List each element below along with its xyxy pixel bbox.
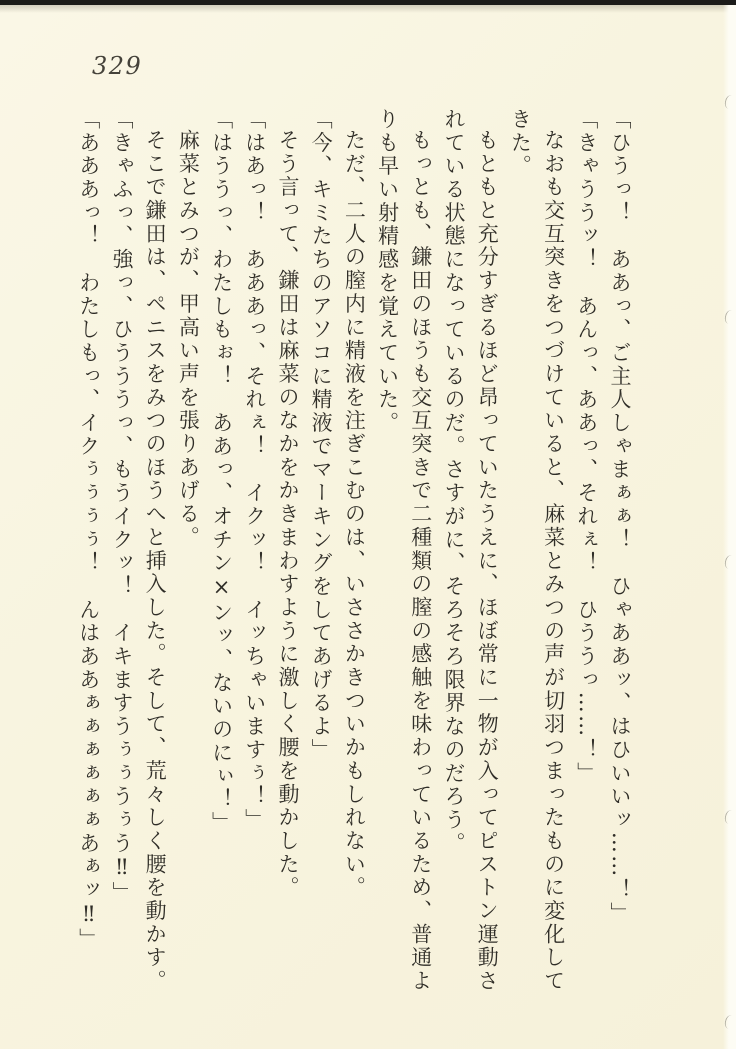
page-number: 329: [92, 52, 143, 80]
paragraph: 「きゃふっ、強っ、ひうううっ、もうイクッ！ イキますうぅぅうぅう‼」: [109, 108, 134, 905]
paragraph: そう言って、鎌田は麻菜のなかをかきまわすように激しく腰を動かした。: [275, 129, 300, 900]
paragraph: なおも交互突きをつづけていると、麻菜とみつの声が切羽つまったものに変化してきた。: [508, 108, 566, 993]
body-text: [72, 108, 636, 1004]
page-edge-texture: [723, 94, 736, 110]
paragraph: もっとも、鎌田のほうも交互突きで二種類の膣の感触を味わっているため、普通よりも早い射精感を覚えていた。: [375, 108, 433, 993]
paragraph: そこで鎌田は、ペニスをみつのほうへと挿入した。そして、荒々しく腰を動かす。: [143, 129, 168, 993]
page-edge: [723, 5, 736, 1049]
page-edge-texture: [723, 554, 736, 570]
paragraph: もともと充分すぎるほど昂っていたうえに、ほぼ常に一物が入ってピストン運動されている状態になっているのだ。さすがに、そろそろ限界なのだろう。: [441, 108, 500, 993]
page-edge-texture: [723, 1014, 736, 1030]
paragraph: ただ、二人の膣内に精液を注ぎこむのは、いささかきついかもしれない。: [342, 129, 367, 900]
page-edge-texture: [723, 809, 736, 825]
paragraph: 「ひうっ！ ああっ、ご主人しゃまぁぁ！ ひゃああッ、はひいいッ……！」: [608, 108, 632, 926]
paragraph: 「はあっ！ あああっ、それぇ！ イクッ！ イッちゃいますぅ！」: [242, 108, 267, 832]
paragraph: 「あああっ！ わたしもっ、イクぅぅぅぅ！ んはああぁぁぁぁぁぁあぁッ‼」: [76, 108, 101, 952]
paragraph: 麻菜とみつが、甲高い声を張りあげる。: [176, 129, 201, 550]
scan-edge-shadow: [0, 5, 736, 13]
paragraph: 「今、キミたちのアソコに精液でマーキングをしてあげるよ」: [309, 108, 334, 762]
paragraph: 「はううっ、わたしもぉ！ ああっ、オチン×ンッ、ないのにぃ！」: [209, 108, 234, 835]
page-edge-texture: [723, 309, 736, 325]
paragraph: 「きゃううッ！ あんっ、ああっ、それぇ！ ひううっ……！」: [574, 108, 599, 786]
